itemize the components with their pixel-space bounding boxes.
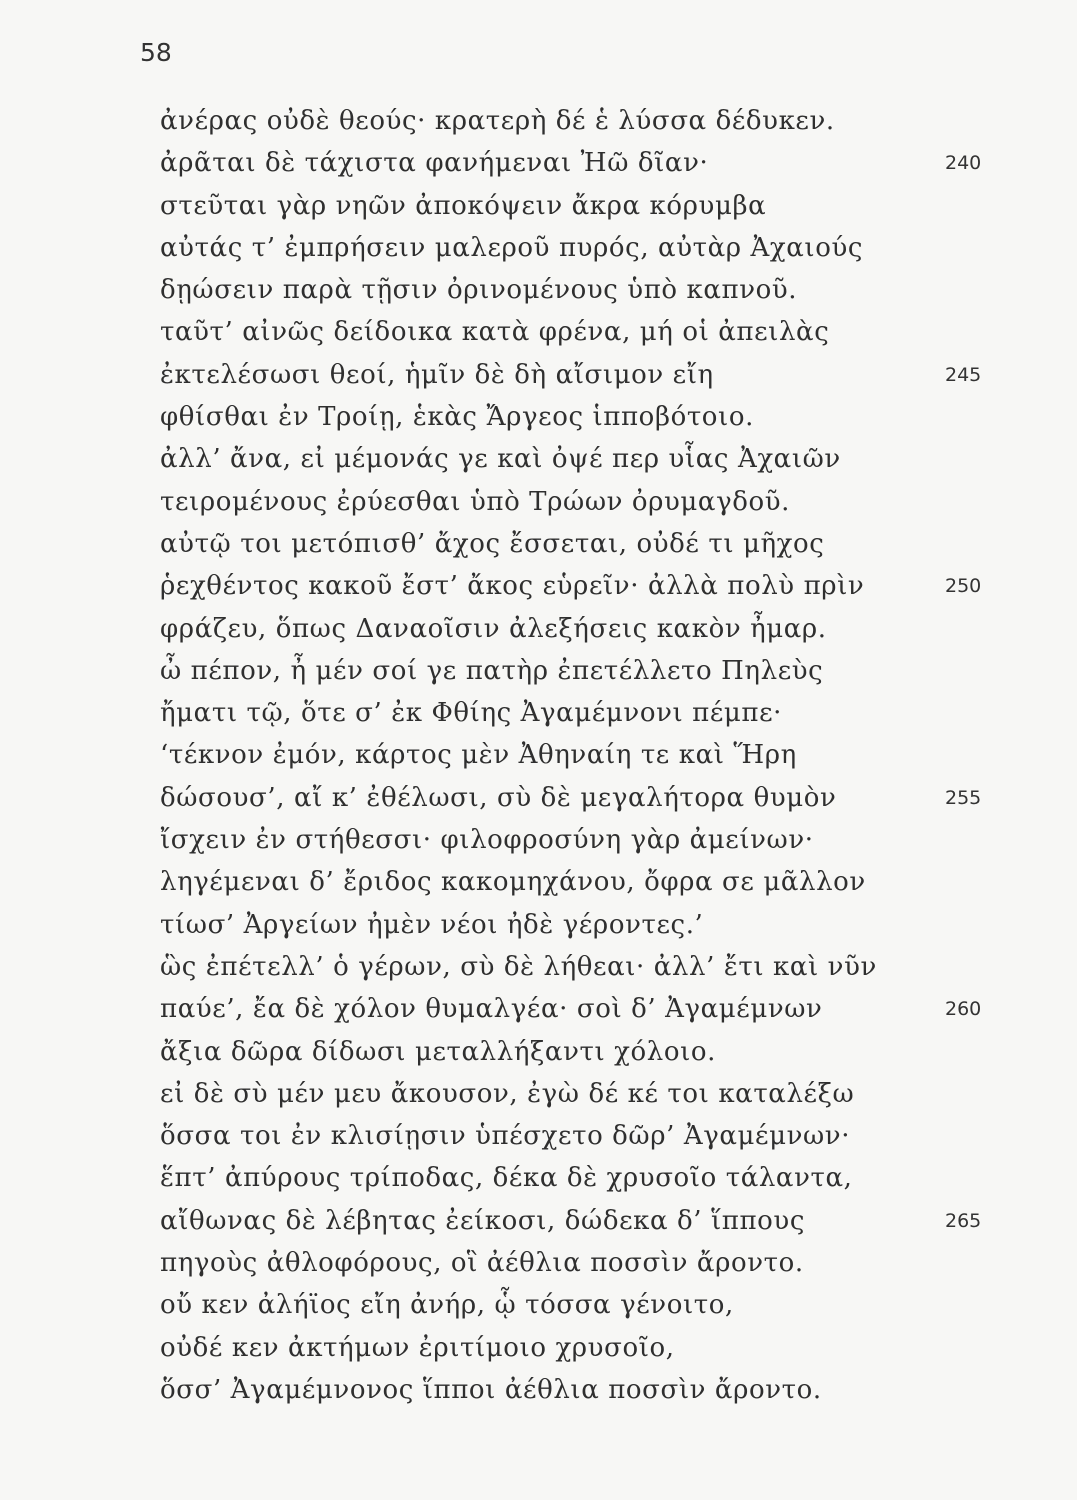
verse-line bbox=[160, 1373, 1040, 1415]
verse-line bbox=[160, 358, 1040, 400]
verse-text: ὣς ἐπέτελλ’ ὁ γέρων, σὺ δὲ λήθεαι· ἀλλ’ ἔτι καὶ νῦν bbox=[160, 951, 877, 982]
verse-text: ἕπτ’ ἀπύρους τρίποδας, δέκα δὲ χρυσοῖο τάλαντα, bbox=[160, 1163, 853, 1194]
verse-text: αὐτάς τ’ ἐμπρήσειν μαλεροῦ πυρός, αὐτὰρ Ἀχαιούς bbox=[160, 232, 864, 263]
line-number: 260 bbox=[945, 998, 982, 1021]
verse-line bbox=[160, 569, 1040, 611]
verse-line bbox=[160, 527, 1040, 569]
verse-text: ληγέμεναι δ’ ἔριδος κακομηχάνου, ὄφρα σε μᾶλλον bbox=[160, 867, 866, 898]
verse-text: δῃώσειν παρὰ τῇσιν ὀρινομένους ὑπὸ καπνοῦ. bbox=[160, 275, 798, 306]
verse-text: ἴσχειν ἐν στήθεσσι· φιλοφροσύνη γὰρ ἀμείνων· bbox=[160, 825, 814, 856]
verse-line bbox=[160, 1331, 1040, 1373]
verse-line bbox=[160, 189, 1040, 231]
verse-line bbox=[160, 442, 1040, 484]
verse-line bbox=[160, 273, 1040, 315]
verse-line bbox=[160, 485, 1040, 527]
verse-line bbox=[160, 146, 1040, 188]
line-number: 265 bbox=[945, 1209, 982, 1232]
line-number: 255 bbox=[945, 786, 982, 809]
line-number: 250 bbox=[945, 575, 982, 598]
verse-line bbox=[160, 231, 1040, 273]
verse-line bbox=[160, 950, 1040, 992]
verse-line bbox=[160, 1035, 1040, 1077]
verse-text: δώσουσ’, αἴ κ’ ἐθέλωσι, σὺ δὲ μεγαλήτορα θυμὸν bbox=[160, 782, 837, 813]
verse-text: ἀνέρας οὐδὲ θεούς· κρατερὴ δέ ἑ λύσσα δέδυκεν. bbox=[160, 106, 835, 136]
verse-line bbox=[160, 781, 1040, 823]
verse-text: ὅσσ’ Ἀγαμέμνονος ἵπποι ἀέθλια ποσσὶν ἄροντο. bbox=[160, 1374, 822, 1405]
verse-line bbox=[160, 612, 1040, 654]
verse-text: στεῦται γὰρ νηῶν ἀποκόψειν ἄκρα κόρυμβα bbox=[160, 190, 767, 221]
verse-line bbox=[160, 823, 1040, 865]
verse-line bbox=[160, 1288, 1040, 1330]
verse-line bbox=[160, 738, 1040, 780]
verse-line bbox=[160, 1161, 1040, 1203]
verse-line bbox=[160, 104, 1040, 146]
verse-text: οὔ κεν ἀλήϊος εἴη ἀνήρ, ᾧ τόσσα γένοιτο, bbox=[160, 1290, 734, 1321]
verse-text: αὐτῷ τοι μετόπισθ’ ἄχος ἔσσεται, οὐδέ τι μῆχος bbox=[160, 528, 825, 559]
verse-line bbox=[160, 1246, 1040, 1288]
line-number: 240 bbox=[945, 152, 982, 175]
verse-text: τίωσ’ Ἀργείων ἠμὲν νέοι ἠδὲ γέροντες.’ bbox=[160, 909, 704, 940]
verse-text: αἴθωνας δὲ λέβητας ἐείκοσι, δώδεκα δ’ ἵππους bbox=[160, 1205, 806, 1236]
verse-text: εἰ δὲ σὺ μέν μευ ἄκουσον, ἐγὼ δέ κέ τοι καταλέξω bbox=[160, 1078, 855, 1109]
verse-block bbox=[160, 104, 1040, 1415]
verse-text: παύε’, ἔα δὲ χόλον θυμαλγέα· σοὶ δ’ Ἀγαμέμνων bbox=[160, 994, 823, 1025]
verse-text: ὅσσα τοι ἐν κλισίῃσιν ὑπέσχετο δῶρ’ Ἀγαμέμνων· bbox=[160, 1121, 851, 1152]
verse-line bbox=[160, 696, 1040, 738]
verse-text: τειρομένους ἐρύεσθαι ὑπὸ Τρώων ὀρυμαγδοῦ. bbox=[160, 486, 791, 517]
verse-text: ἀρᾶται δὲ τάχιστα φανήμεναι Ἠῶ δῖαν· bbox=[160, 148, 709, 179]
page-number: 58 bbox=[140, 38, 172, 67]
verse-text: ὦ πέπον, ἦ μέν σοί γε πατὴρ ἐπετέλλετο Πηλεὺς bbox=[160, 655, 824, 686]
verse-line bbox=[160, 908, 1040, 950]
verse-text: ἤματι τῷ, ὅτε σ’ ἐκ Φθίης Ἀγαμέμνονι πέμπε· bbox=[160, 698, 783, 729]
verse-text: ἐκτελέσωσι θεοί, ἡμῖν δὲ δὴ αἴσιμον εἴη bbox=[160, 359, 714, 390]
verse-line bbox=[160, 1077, 1040, 1119]
verse-line bbox=[160, 315, 1040, 357]
line-number: 245 bbox=[945, 363, 982, 386]
verse-text: φράζευ, ὅπως Δαναοῖσιν ἀλεξήσεις κακὸν ἦμαρ. bbox=[160, 613, 827, 644]
verse-text: οὐδέ κεν ἀκτήμων ἐριτίμοιο χρυσοῖο, bbox=[160, 1332, 675, 1363]
verse-text: ἀλλ’ ἄνα, εἰ μέμονάς γε καὶ ὀψέ περ υἷας Ἀχαιῶν bbox=[160, 444, 841, 475]
verse-text: φθίσθαι ἐν Τροίῃ, ἑκὰς Ἄργεος ἱπποβότοιο. bbox=[160, 402, 754, 433]
verse-line bbox=[160, 400, 1040, 442]
verse-text: ἄξια δῶρα δίδωσι μεταλλήξαντι χόλοιο. bbox=[160, 1036, 716, 1067]
verse-text: ταῦτ’ αἰνῶς δείδοικα κατὰ φρένα, μή οἱ ἀπειλὰς bbox=[160, 317, 830, 348]
verse-text: ῥεχθέντος κακοῦ ἔστ’ ἄκος εὑρεῖν· ἀλλὰ πολὺ πρὶν bbox=[160, 571, 865, 602]
verse-text: πηγοὺς ἀθλοφόρους, οἳ ἀέθλια ποσσὶν ἄροντο. bbox=[160, 1248, 804, 1279]
verse-line bbox=[160, 865, 1040, 907]
verse-line bbox=[160, 1204, 1040, 1246]
verse-text: ‘τέκνον ἐμόν, κάρτος μὲν Ἀθηναίη τε καὶ Ἥρη bbox=[160, 740, 797, 771]
verse-line bbox=[160, 1119, 1040, 1161]
verse-line bbox=[160, 654, 1040, 696]
verse-line bbox=[160, 992, 1040, 1034]
